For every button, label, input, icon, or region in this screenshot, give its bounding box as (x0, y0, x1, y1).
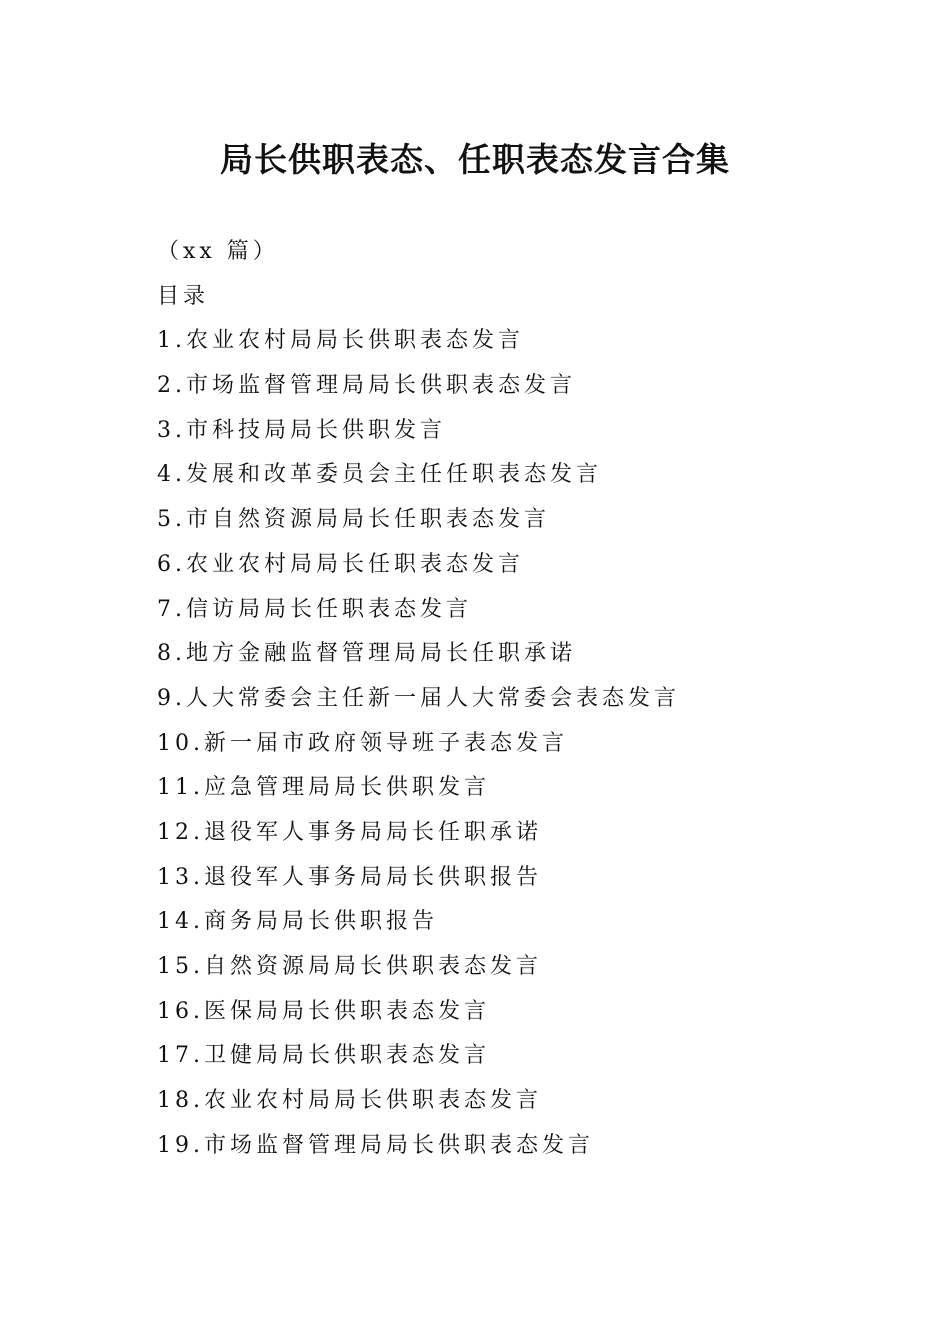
count-note: （xx 篇） (157, 239, 279, 264)
toc-item: 9.人大常委会主任新一届人大常委会表态发言 (157, 685, 680, 711)
toc-item: 13.退役军人事务局局长供职报告 (157, 864, 542, 890)
toc-item: 15.自然资源局局长供职表态发言 (157, 954, 542, 979)
toc-list (157, 319, 877, 1168)
toc-item: 4.发展和改革委员会主任任职表态发言 (157, 462, 602, 488)
toc-item: 12.退役军人事务局局长任职承诺 (157, 819, 542, 845)
toc-item: 3.市科技局局长供职发言 (157, 417, 446, 443)
toc-item: 18.农业农村局局长供职表态发言 (157, 1088, 542, 1114)
toc-item: 5.市自然资源局局长任职表态发言 (157, 507, 550, 533)
toc-item: 17.卫健局局长供职表态发言 (157, 1043, 490, 1069)
toc-heading: 目录 (157, 283, 210, 309)
toc-item: 6.农业农村局局长任职表态发言 (157, 551, 524, 577)
toc-item: 14.商务局局长供职报告 (157, 909, 438, 935)
document-title: 局长供职表态、任职表态发言合集 (220, 140, 730, 179)
toc-item: 11.应急管理局局长供职发言 (157, 775, 490, 801)
document-body (157, 230, 877, 1168)
toc-item: 10.新一届市政府领导班子表态发言 (157, 730, 568, 756)
toc-item: 16.医保局局长供职表态发言 (157, 998, 490, 1024)
toc-item: 1.农业农村局局长供职表态发言 (157, 328, 524, 354)
toc-item: 2.市场监督管理局局长供职表态发言 (157, 373, 576, 399)
toc-item: 7.信访局局长任职表态发言 (157, 596, 472, 622)
toc-item: 8.地方金融监督管理局局长任职承诺 (157, 641, 576, 667)
toc-item: 19.市场监督管理局局长供职表态发言 (157, 1132, 594, 1158)
